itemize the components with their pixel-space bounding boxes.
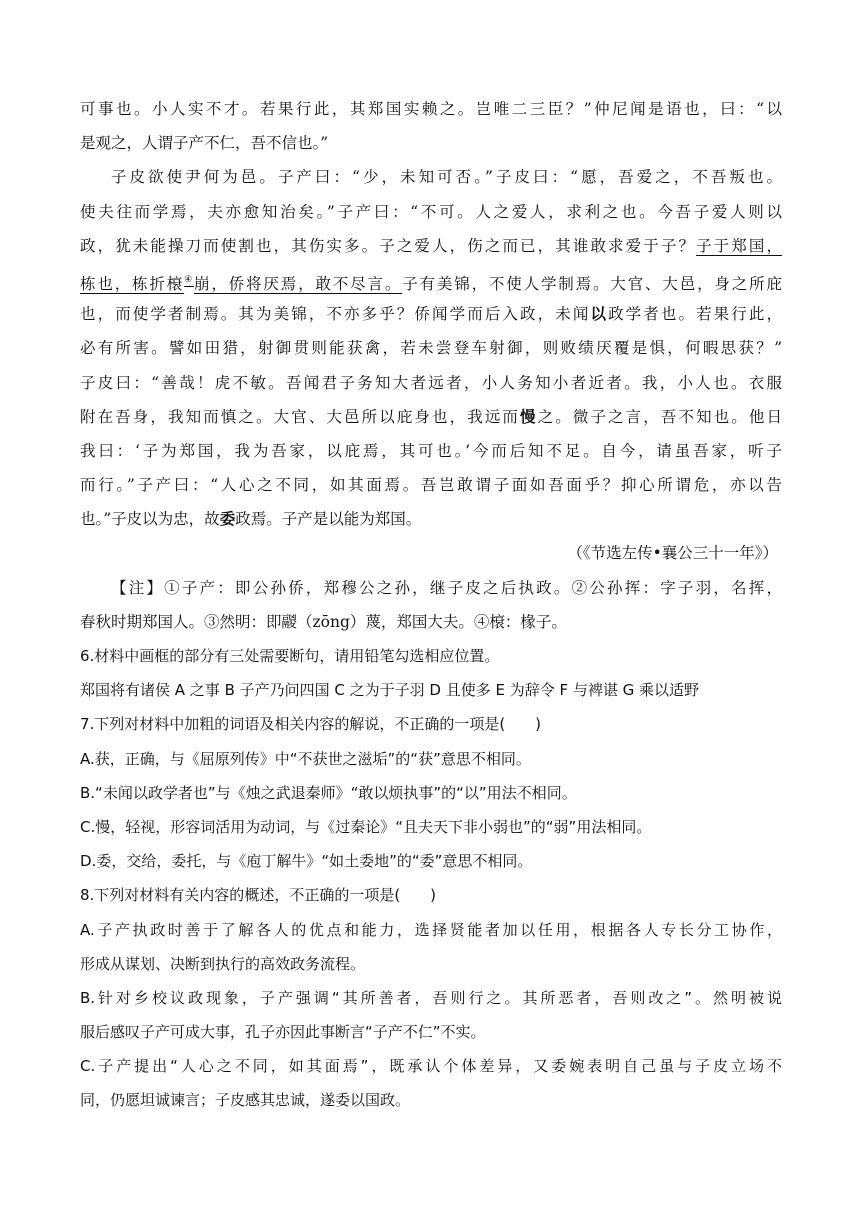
bold-word: 委 bbox=[219, 509, 236, 529]
passage-line bbox=[80, 229, 782, 263]
passage-text: 也，而使学者制焉。其为美锦，不亦多乎？侨闻学而后入政，未闻 bbox=[80, 305, 591, 324]
passage-line: 我曰：‘子为郑国，我为吾家，以庇焉，其可也。’今而后知不足。自今，请虽吾家，听子 bbox=[80, 441, 782, 460]
passage-line bbox=[80, 263, 782, 297]
option-a: A.获，正确，与《屈原列传》中“不获世之滋垢”的“获”意思不相同。 bbox=[80, 749, 531, 768]
option-c-cont: 同，仍愿坦诚谏言；子皮感其忠诚，遂委以国政。 bbox=[80, 1091, 411, 1110]
passage-line bbox=[80, 400, 782, 434]
option-a-cont: 形成从谋划、决断到执行的高效政务流程。 bbox=[80, 954, 366, 973]
segmentation-text: 郑国将有诸侯 A 之事 B 子产乃问四国 C 之为于子羽 D 且使多 E 为辞令 F 与裨谌 G 乘以适野 bbox=[80, 681, 700, 700]
option-c: C.慢，轻视，形容词活用为动词，与《过秦论》“且夫天下非小弱也”的“弱”用法相同。 bbox=[80, 817, 652, 836]
passage-text: 政焉。子产是以能为郑国。 bbox=[235, 510, 422, 529]
underlined-text: 崩，侨将厌焉，敢不尽言。 bbox=[194, 274, 403, 293]
passage-text: 也。”子皮以为忠，故 bbox=[80, 510, 220, 529]
passage bbox=[80, 92, 782, 571]
bold-word: 以 bbox=[590, 304, 609, 324]
passage-line bbox=[80, 502, 782, 536]
passage-text: 子有美锦，不使人学制焉。大官、大邑，身之所庇 bbox=[402, 274, 782, 293]
option-c: C.子产提出“人心之不同，如其面焉”，既承认个体差异，又委婉表明自己虽与子皮立场不 bbox=[80, 1057, 782, 1076]
passage-line: 子皮曰：“善哉！虎不敏。吾闻君子务知大者远者，小人务知小者近者。我，小人也。衣服 bbox=[80, 373, 782, 392]
option-a: A.子产执政时善于了解各人的优点和能力，选择贤能者加以任用，根据各人专长分工协作， bbox=[80, 920, 782, 939]
note-line: 【注】①子产：即公孙侨，郑穆公之孙，继子皮之后执政。②公孙挥：字子羽，名挥， bbox=[111, 578, 782, 597]
passage-line bbox=[80, 297, 782, 331]
option-d: D.委，交给，委托，与《庖丁解牛》“如土委地”的“委”意思不相同。 bbox=[80, 852, 533, 871]
passage-line: 子皮欲使尹何为邑。子产曰：“少，未知可否。”子皮曰：“愿，吾爱之，不吾叛也。 bbox=[111, 168, 782, 187]
document-page bbox=[80, 92, 782, 1118]
question-stem: 8.下列对材料有关内容的概述，不正确的一项是( ) bbox=[80, 886, 437, 905]
passage-text: 附在吾身，我知而慎之。大官、大邑所以庇身也，我远而 bbox=[80, 407, 521, 426]
question-stem: 6.材料中画框的部分有三处需要断句，请用铅笔勾选相应位置。 bbox=[80, 647, 500, 665]
underlined-text: 子于郑国， bbox=[696, 236, 782, 255]
question-8 bbox=[80, 878, 782, 1117]
passage-text: 之。微子之言，吾不知也。他日 bbox=[537, 407, 782, 426]
question-stem: 7.下列对材料中加粗的词语及相关内容的解说，不正确的一项是( ) bbox=[80, 715, 542, 734]
option-b: B.“未闻以政学者也”与《烛之武退秦师》“敢以烦执事”的“以”用法不相同。 bbox=[80, 783, 577, 802]
note-line: 春秋时期郑国人。③然明：即鬷（zōng）蔑，郑国大夫。④榱：椽子。 bbox=[80, 612, 567, 631]
passage-line: 可事也。小人实不才。若果行此，其郑国实赖之。岂唯二三臣？”仲尼闻是语也，曰：“以 bbox=[80, 100, 782, 118]
notes bbox=[80, 571, 782, 639]
question-6 bbox=[80, 639, 782, 707]
passage-line: 是观之，人谓子产不仁，吾不信也。” bbox=[80, 134, 329, 153]
option-b: B.针对乡校议政现象，子产强调“其所善者，吾则行之。其所恶者，吾则改之”。然明被说 bbox=[80, 988, 782, 1007]
source-citation: （《节选左传•襄公三十一年》） bbox=[567, 544, 778, 563]
passage-text: 政学者也。若果行此， bbox=[608, 305, 782, 324]
passage-line: 而行。”子产曰：“人心之不同，如其面焉。吾岂敢谓子面如吾面乎？抑心所谓危，亦以告 bbox=[80, 476, 782, 495]
passage-text: 政，犹未能操刀而使割也，其伤实多。子之爱人，伤之而已，其谁敢求爱于子？ bbox=[80, 236, 697, 255]
option-b-cont: 服后感叹子产可成大事，孔子亦因此事断言“子产不仁”不实。 bbox=[80, 1023, 486, 1042]
bold-word: 慢 bbox=[520, 406, 538, 426]
footnote-marker: ④ bbox=[184, 274, 195, 285]
passage-line: 必有所害。譬如田猎，射御贯则能获禽，若未尝登车射御，则败绩厌覆是惧，何暇思获？” bbox=[80, 339, 782, 358]
passage-line: 使夫往而学焉，夫亦愈知治矣。”子产曰：“不可。人之爱人，求利之也。今吾子爱人则以 bbox=[80, 202, 782, 221]
question-7 bbox=[80, 707, 782, 878]
underlined-text: 栋也，栋折榱 bbox=[80, 274, 185, 293]
